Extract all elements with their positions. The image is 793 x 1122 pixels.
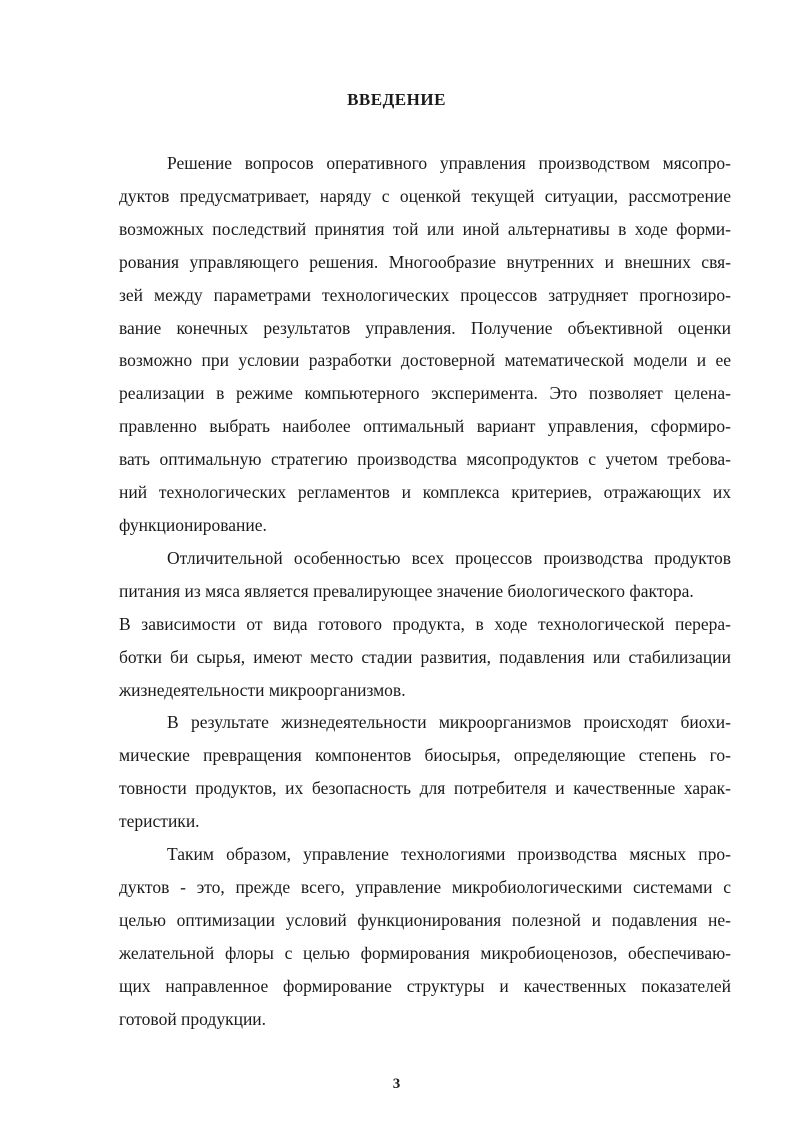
body-text <box>119 147 731 1035</box>
text-line: Отличительной особенностью всех процессов производства продуктов <box>167 547 731 568</box>
text-line: Решение вопросов оперативного управления производством мясопро- <box>167 153 731 173</box>
text-line: зей между параметрами технологических процессов затрудняет прогнозиро- <box>119 284 731 305</box>
text-line: ний технологических регламентов и комплекса критериев, отражающих их <box>119 482 731 503</box>
text-line: целью оптимизации условий функционирования полезной и подавления не- <box>119 909 731 930</box>
text-line: В зависимости от вида готового продукта, в ходе технологической перера- <box>119 613 731 634</box>
text-line: щих направленное формирование структуры и качественных показателей <box>119 975 731 996</box>
text-line: возможно при условии разработки достоверной математической модели и ее <box>119 350 731 371</box>
page-title: ВВЕДЕНИЕ <box>347 90 446 109</box>
text-line: вание конечных результатов управления. Получение объективной оценки <box>119 317 731 338</box>
paragraph-4 <box>119 838 731 1035</box>
text-line: теристики. <box>119 811 200 832</box>
page-number: 3 <box>392 1076 401 1092</box>
text-line: дуктов предусматривает, наряду с оценкой текущей ситуации, рассмотрение <box>119 185 731 206</box>
text-line: рования управляющего решения. Многообразие внутренних и внешних свя- <box>119 251 731 272</box>
paragraph-3 <box>119 706 731 838</box>
text-line: правленно выбрать наиболее оптимальный вариант управления, сформиро- <box>119 416 731 437</box>
text-line: желательной флоры с целью формирования микробиоценозов, обеспечиваю- <box>119 942 731 963</box>
paragraph-1 <box>119 147 731 542</box>
text-line: ботки би сырья, имеют место стадии развития, подавления или стабилизации <box>119 646 731 667</box>
text-line: возможных последствий принятия той или иной альтернативы в ходе форми- <box>119 218 731 239</box>
paragraph-2 <box>119 542 731 707</box>
text-line: функционирование. <box>119 514 267 535</box>
text-line: мические превращения компонентов биосырья, определяющие степень го- <box>119 745 731 766</box>
text-line: вать оптимальную стратегию производства мясопродуктов с учетом требова- <box>119 449 731 470</box>
text-line: готовой продукции. <box>119 1008 267 1029</box>
text-line: реализации в режиме компьютерного эксперимента. Это позволяет целена- <box>119 383 731 404</box>
text-line: Таким образом, управление технологиями производства мясных про- <box>167 844 731 865</box>
text-line: жизнедеятельности микроорганизмов. <box>119 679 406 700</box>
text-line: дуктов - это, прежде всего, управление микробиологическими системами с <box>119 876 731 897</box>
text-line: товности продуктов, их безопасность для потребителя и качественные харак- <box>119 778 731 799</box>
text-line: питания из мяса является превалирующее значение биологического фактора. <box>119 580 694 601</box>
text-line: В результате жизнедеятельности микроорганизмов происходят биохи- <box>167 712 731 733</box>
